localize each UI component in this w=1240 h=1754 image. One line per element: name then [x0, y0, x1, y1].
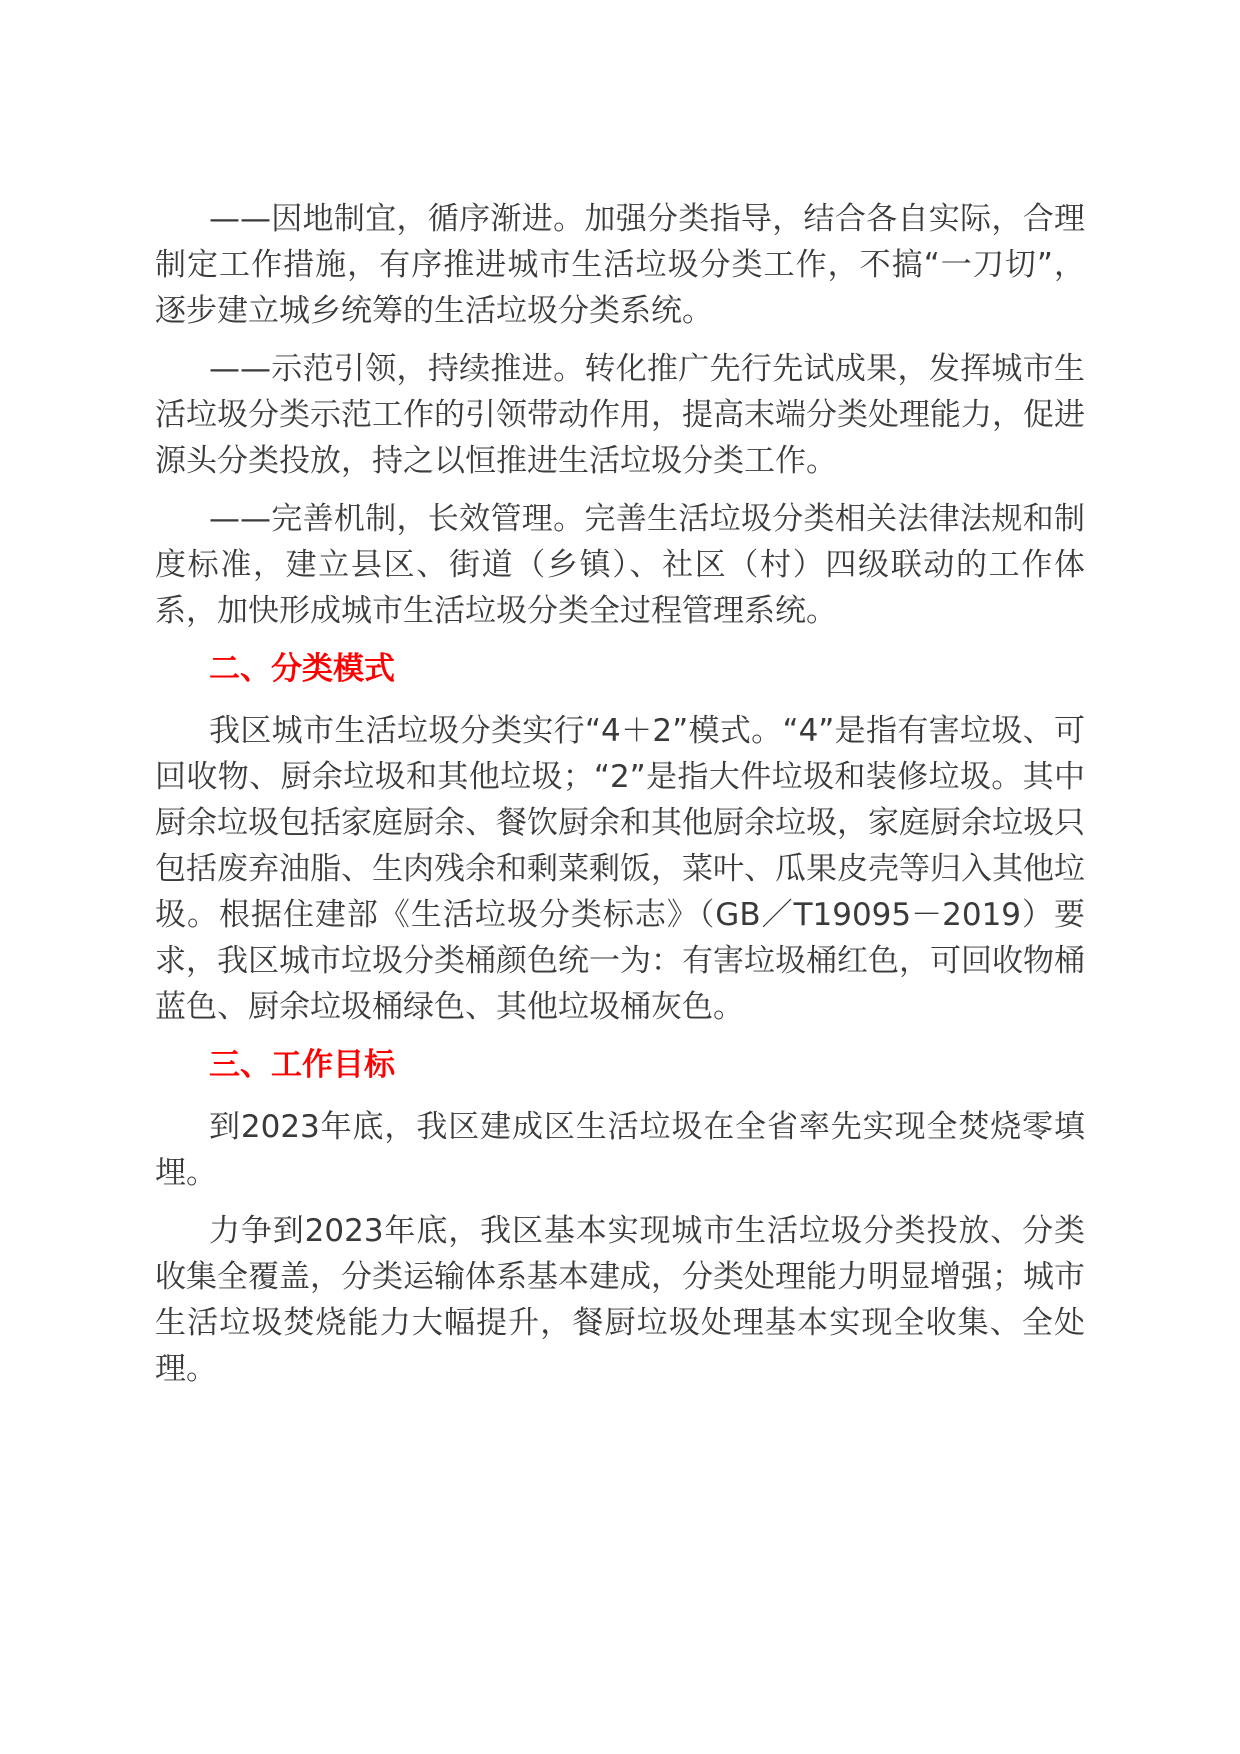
work-goal-paragraph-1: 到2023年底，我区建成区生活垃圾在全省率先实现全焚烧零填埋。	[155, 1109, 1085, 1191]
work-goal-paragraph-2: 力争到2023年底，我区基本实现城市生活垃圾分类投放、分类收集全覆盖，分类运输体系基本建成，分类处理能力明显增强；城市生活垃圾焚烧能力大幅提升，餐厨垃圾处理基本实现全收集、全处理。	[155, 1213, 1085, 1387]
classification-mode-paragraph: 我区城市生活垃圾分类实行“4＋2”模式。“4”是指有害垃圾、可回收物、厨余垃圾和其他垃圾；“2”是指大件垃圾和装修垃圾。其中厨余垃圾包括家庭厨余、餐饮厨余和其他厨余垃圾，家庭厨余垃圾只包括废弃油脂、生肉残余和剩菜剩饭，菜叶、瓜果皮壳等归入其他垃圾。根据住建部《生活垃圾分类标志》（GB／T19095－2019）要求，我区城市垃圾分类桶颜色统一为：有害垃圾桶红色，可回收物桶蓝色、厨余垃圾桶绿色、其他垃圾桶灰色。	[155, 713, 1085, 1025]
principle-paragraph-3: ——完善机制，长效管理。完善生活垃圾分类相关法律法规和制度标准，建立县区、街道（乡镇）、社区（村）四级联动的工作体系，加快形成城市生活垃圾分类全过程管理系统。	[155, 501, 1085, 629]
document-page	[155, 196, 1085, 1404]
principle-paragraph-2: ——示范引领，持续推进。转化推广先行先试成果，发挥城市生活垃圾分类示范工作的引领带动作用，提高末端分类处理能力，促进源头分类投放，持之以恒推进生活垃圾分类工作。	[155, 351, 1085, 479]
section-heading-classification-mode: 二、分类模式	[209, 651, 395, 687]
principle-paragraph-1: ——因地制宜，循序渐进。加强分类指导，结合各自实际，合理制定工作措施，有序推进城市生活垃圾分类工作，不搞“一刀切”，逐步建立城乡统筹的生活垃圾分类系统。	[155, 201, 1085, 329]
section-heading-work-goals: 三、工作目标	[209, 1047, 395, 1083]
